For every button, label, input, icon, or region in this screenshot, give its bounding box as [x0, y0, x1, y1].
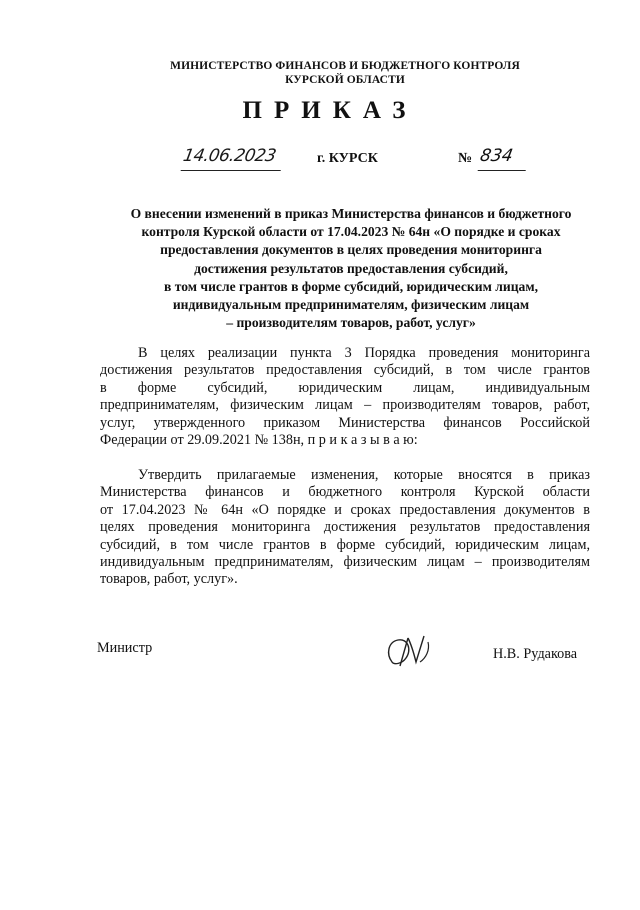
paragraph-line: в форме субсидий, юридическим лицам, индивидуальным: [100, 379, 590, 396]
signer-name: Н.В. Рудакова: [493, 646, 578, 662]
order-number-handwritten: 834: [478, 144, 531, 171]
heading-line: в том числе грантов в форме субсидий, юридическим лицам,: [163, 278, 538, 294]
paragraph-line: от 17.04.2023 № 64н «О порядке и сроках предоставления документов в: [100, 501, 590, 518]
paragraph-line: индивидуальным предпринимателям, физическим лицам – производителям: [100, 554, 590, 571]
heading-line: – производителям товаров, работ, услуг»: [226, 315, 476, 331]
order-heading: [96, 205, 606, 332]
heading-line: индивидуальным предпринимателям, физическим лицам: [172, 297, 530, 313]
handwritten-signature: [378, 632, 448, 677]
heading-line: контроля Курской области от 17.04.2023 № 64н «О порядке и сроках: [141, 224, 561, 240]
heading-line: предоставления документов в целях проведения мониторинга: [160, 242, 542, 258]
order-number-label: №: [458, 151, 473, 166]
paragraph-line: услуг, утвержденного приказом Министерства финансов Российской: [100, 414, 590, 431]
paragraph-line: субсидий, в том числе грантов в форме субсидий, юридическим лицам,: [100, 536, 590, 553]
paragraph-line: достижения результатов предоставления субсидий, в том числе грантов: [100, 362, 590, 379]
paragraph-line: В целях реализации пункта 3 Порядка проведения мониторинга: [138, 345, 590, 361]
ministry-name-line2: КУРСКОЙ ОБЛАСТИ: [285, 74, 405, 86]
paragraph-line: товаров, работ, услуг».: [100, 571, 238, 588]
ministry-name-line1: МИНИСТЕРСТВО ФИНАНСОВ И БЮДЖЕТНОГО КОНТРОЛЯ: [170, 60, 520, 72]
document-type-title: ПРИКАЗ: [242, 97, 418, 124]
heading-line: достижения результатов предоставления субсидий,: [194, 260, 508, 276]
signer-position: Министр: [97, 640, 153, 656]
paragraph-line: Федерации от 29.09.2021 № 138н, п р и к а з ы в а ю:: [100, 432, 418, 449]
order-city: г. КУРСК: [317, 151, 378, 166]
heading-line: О внесении изменений в приказ Министерства финансов и бюджетного: [130, 206, 572, 221]
paragraph-line: целях проведения мониторинга достижения результатов предоставления: [100, 519, 590, 536]
paragraph-line: предпринимателям, физическим лицам – производителям товаров, работ,: [100, 397, 590, 414]
paragraph-line: Министерства финансов и бюджетного контроля Курской области: [100, 484, 590, 501]
order-date-handwritten: 14.06.2023: [181, 144, 286, 171]
paragraph-line: Утвердить прилагаемые изменения, которые вносятся в приказ: [138, 467, 590, 483]
order-body-paragraph: [100, 467, 590, 589]
preamble-paragraph: [100, 345, 590, 449]
ministry-name: [160, 59, 530, 87]
